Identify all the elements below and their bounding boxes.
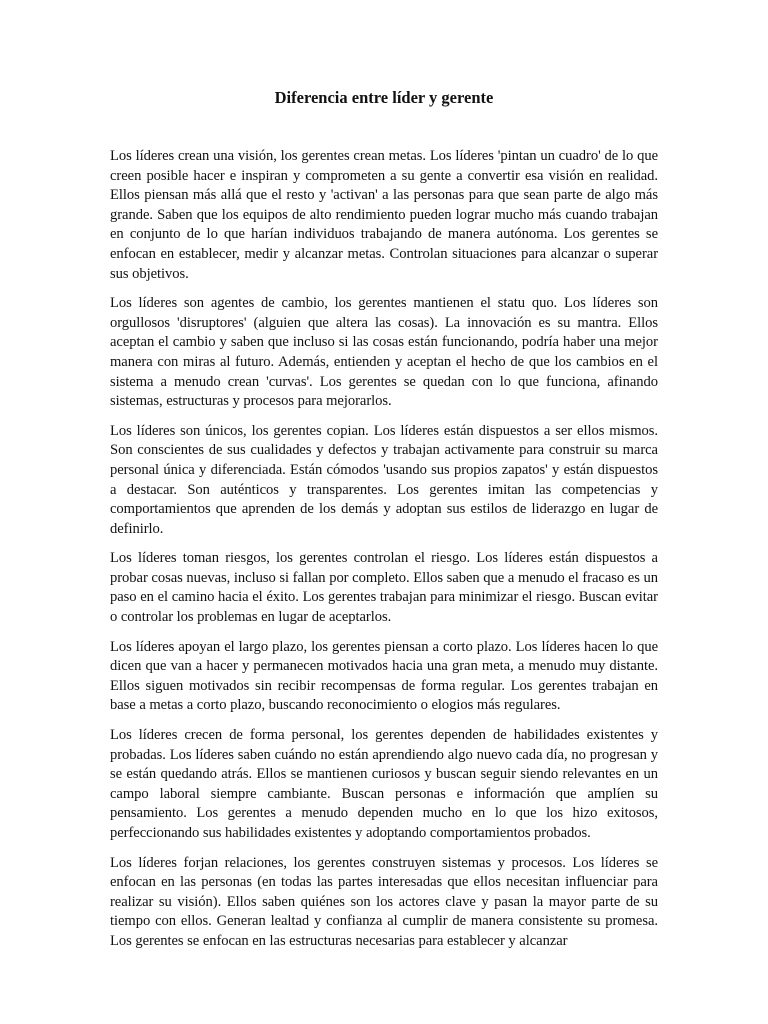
document-page <box>110 86 658 962</box>
paragraph-relationships-vs-systems: Los líderes forjan relaciones, los gerentes construyen sistemas y procesos. Los líderes se enfocan en las personas (en todas las partes interesadas que ellos necesitan influenciar para realizar su visión). Ellos saben quiénes son los actores clave y pasan la mayor parte de su tiempo con ellos. Generan lealtad y confianza al cumplir de manera consistente su promesa. Los gerentes se enfocan en las estructuras necesarias para establecer y alcanzar <box>110 854 658 949</box>
paragraph-change-vs-status-quo: Los líderes son agentes de cambio, los gerentes mantienen el statu quo. Los líderes son orgullosos 'disruptores' (alguien que altera las cosas). La innovación es su mantra. Ellos aceptan el cambio y saben que incluso si las cosas están funcionando, podría haber una mejor manera con miras al futuro. Además, entienden y aceptan el hecho de que los cambios en el sistema a menudo crean 'curvas'. Los gerentes se quedan con lo que funciona, afinando sistemas, estructuras y procesos para mejorarlos. <box>110 295 658 410</box>
paragraph-vision-vs-goals: Los líderes crean una visión, los gerentes crean metas. Los líderes 'pintan un cuadro' de lo que creen posible hacer e inspiran y comprometen a su gente a convertir esa visión en realidad. Ellos piensan más allá que el resto y 'activan' a las personas para que sean parte de algo más grande. Saben que los equipos de alto rendimiento pueden lograr mucho más cuando trabajan en conjunto de lo que harían individuos trabajando de manera autónoma. Los gerentes se enfocan en establecer, medir y alcanzar metas. Controlan situaciones para alcanzar o superar sus objetivos. <box>110 148 658 282</box>
document-title: Diferencia entre líder y gerente <box>274 88 494 107</box>
paragraph-personal-growth: Los líderes crecen de forma personal, los gerentes dependen de habilidades existentes y probadas. Los líderes saben cuándo no están aprendiendo algo nuevo cada día, no progresan y se están quedando atrás. Ellos se mantienen curiosos y buscan seguir siendo relevantes en un campo laboral siempre cambiante. Buscan personas e información que amplíen su pensamiento. Los gerentes a menudo dependen mucho en lo que los hizo exitosos, perfeccionando sus habilidades existentes y adoptando comportamientos probados. <box>110 727 658 841</box>
paragraph-risk: Los líderes toman riesgos, los gerentes controlan el riesgo. Los líderes están dispuestos a probar cosas nuevas, incluso si fallan por completo. Ellos saben que a menudo el fracaso es un paso en el camino hacia el éxito. Los gerentes trabajan para minimizar el riesgo. Buscan evitar o controlar los problemas en lugar de aceptarlos. <box>110 550 658 626</box>
paragraph-long-term-vs-short-term: Los líderes apoyan el largo plazo, los gerentes piensan a corto plazo. Los líderes hacen lo que dicen que van a hacer y permanecen motivados hacia una gran meta, a menudo muy distante. Ellos siguen motivados sin recibir recompensas de forma regular. Los gerentes trabajan en base a metas a corto plazo, buscando reconocimiento o elogios más regulares. <box>110 638 658 714</box>
paragraph-unique-vs-copy: Los líderes son únicos, los gerentes copian. Los líderes están dispuestos a ser ellos mismos. Son conscientes de sus cualidades y defectos y trabajan activamente para construir su marca personal única y diferenciada. Están cómodos 'usando sus propios zapatos' y están dispuestos a destacar. Son auténticos y transparentes. Los gerentes imitan las competencias y comportamientos que aprenden de los demás y adoptan sus estilos de liderazgo en lugar de definirlo. <box>110 422 658 537</box>
